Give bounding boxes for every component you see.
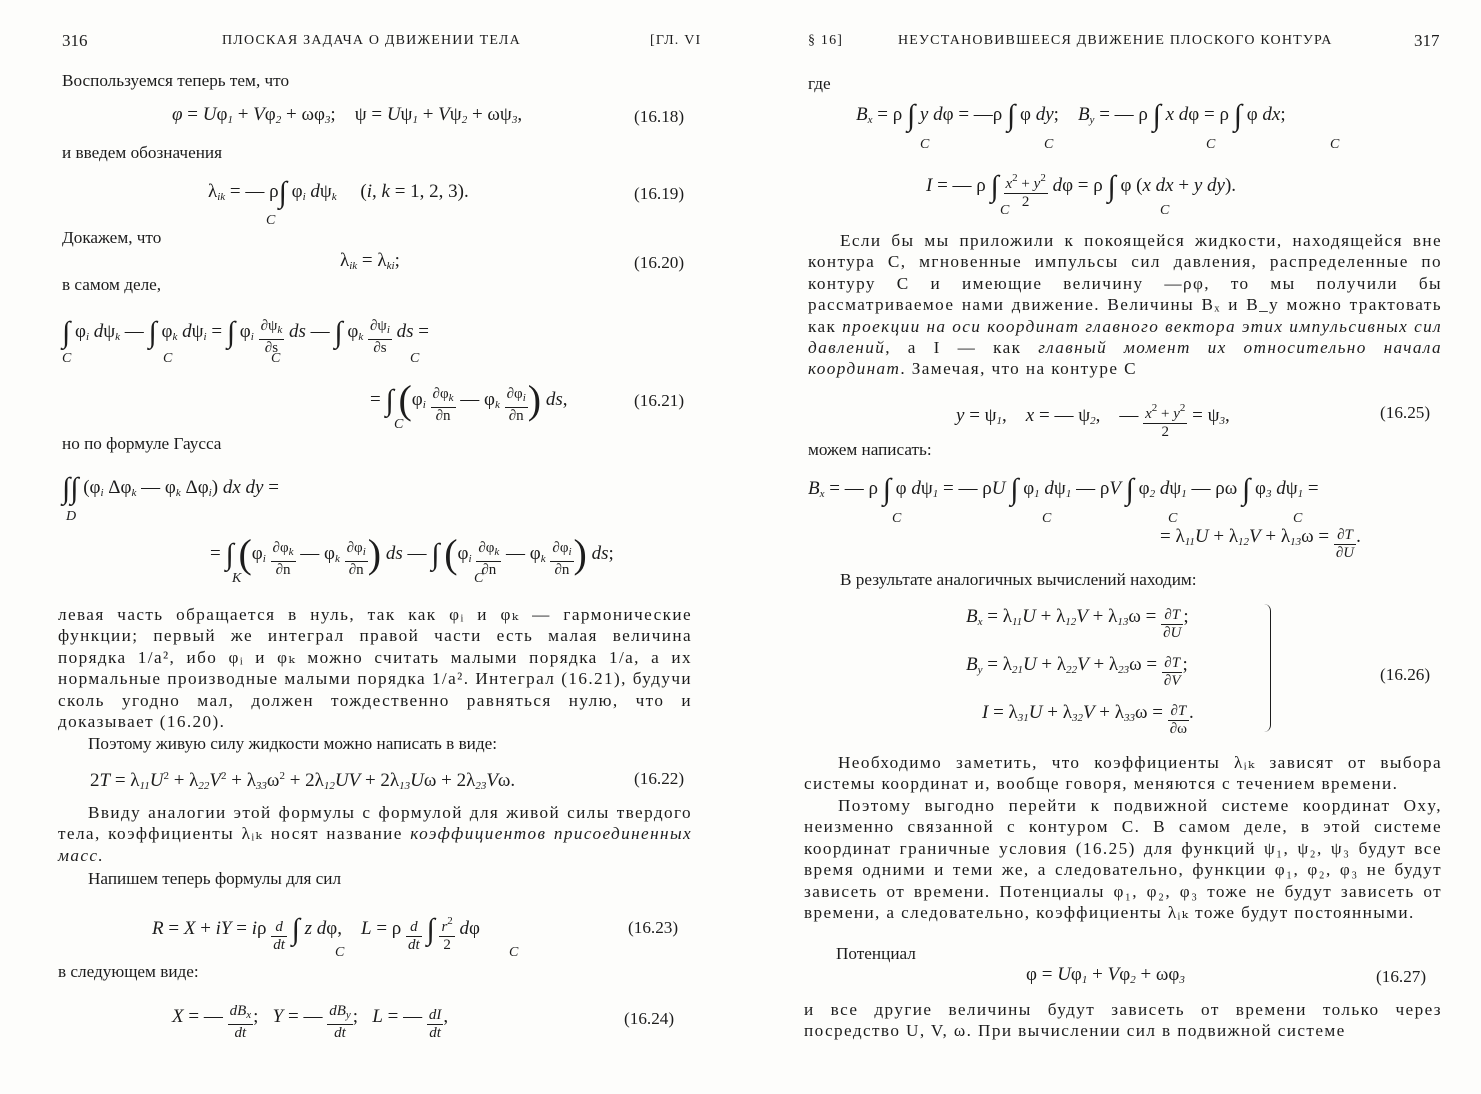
formula: R = X + iY = iρ $\frac{d}{dt}$ ∫ z dφ, L = ρ $\frac{d}{dt}$ ∫ $\frac{r^2}{2}$ dφ	[152, 913, 480, 953]
equation-number: (16.27)	[1376, 967, 1427, 986]
paragraph: В результате аналогичных вычислений находим:	[840, 570, 1197, 589]
right-brace	[1264, 604, 1271, 732]
paragraph: и все другие величины будут зависеть от времени только через посредство U, V, ω. При вычислении сил в подвижной системе	[804, 1000, 1442, 1041]
right-page-number: 317	[1414, 31, 1440, 50]
equation-number: (16.19)	[634, 184, 685, 203]
paragraph: левая часть обращается в нуль, так как φᵢ и φₖ — гармонические функции; первый же интеграл правой части есть малая величина порядка 1/a², ибо φᵢ и φₖ можно считать малыми порядка 1/a, а их нормальные производные малыми порядка 1/a². Интеграл (16.21), будучи сколь угодно мал, должен тождественно равняться нулю, что и доказывает (16.20).	[58, 605, 692, 732]
formula: I = — ρ ∫ $\frac{x^2 + y^2}{2}$ dφ = ρ ∫ φ (x dx + y dy).	[926, 170, 1237, 210]
left-running-title: ПЛОСКАЯ ЗАДАЧА О ДВИЖЕНИИ ТЕЛА	[222, 33, 521, 48]
paragraph: Воспользуемся теперь тем, что	[62, 71, 290, 90]
formula: $\lambda_{ik} = \lambda_{ki}$;	[340, 250, 400, 272]
paragraph: Потенциал	[836, 944, 916, 963]
paragraph: Поэтому живую силу жидкости можно написать в виде:	[88, 734, 498, 753]
formula: $y = \psi_1$, x = — $\psi_2$, — $\frac{x^2 + y^2}{2}$ = $\psi_3$,	[956, 402, 1230, 440]
formula: $2T = \lambda_{11}U^2 + \lambda_{22}V^2 + \lambda_{33}\omega^2 + 2\lambda_{12}UV + 2\lambda_{13}U\omega + 2\lambda_{23}V\omega$.	[90, 770, 516, 792]
left-page-number: 316	[62, 31, 88, 50]
formula: $\lambda_{ik}$ = — ρ∫ $\varphi_i$ $d\psi_k$ (i, k = 1, 2, 3).	[208, 176, 469, 209]
right-section-label: § 16]	[808, 33, 844, 48]
formula: = ∫ ($\varphi_i$ $\frac{\partial\varphi_k}{\partial n}$ — $\varphi_k$ $\frac{\partial\varphi_i}{\partial n}$ ) ds,	[370, 377, 568, 424]
equation-number: (16.24)	[624, 1009, 675, 1028]
paragraph: Поэтому выгодно перейти к подвижной системе координат Oxy, неизменно связанной с контуром C. В самом деле, в этой системе координат граничные условия (16.25) для функций ψ₁, ψ₂, ψ₃ будут все время одними и теми же, а следовательно, функции φ₁, φ₂, φ₃ не будут зависеть от времени. Потенциалы φ₁, φ₂, φ₃ тоже не будут зависеть от времени, а следовательно, коэффициенты λᵢₖ тоже будут постоянными.	[804, 796, 1442, 923]
formula: = $\lambda_{11}U + \lambda_{12}V + \lambda_{13}\omega$ = $\frac{\partial T}{\partial U}$ .	[1160, 526, 1361, 561]
equation-number: (16.20)	[634, 253, 685, 272]
formula: ∫∫ ($\varphi_i$ $\Delta\varphi_k$ — $\varphi_k$ $\Delta\varphi_i$) dx dy =	[62, 472, 279, 505]
formula: $\varphi = U\varphi_1 + V\varphi_2 + \omega\varphi_3$	[1026, 964, 1185, 986]
formula: $I = \lambda_{31}U + \lambda_{32}V + \lambda_{33}\omega$ = $\frac{\partial T}{\partial\omega}$ .	[982, 702, 1194, 737]
equation-number: (16.22)	[634, 769, 685, 788]
paragraph: Если бы мы приложили к покоящейся жидкости, находящейся вне контура C, мгновенные импульсы сил давления, распределенные по контуру C и имеющие величину —ρφ, то мы получили бы рассматриваемое нами движение. Величины Bₓ и B_y можно трактовать как проекции на оси координат главного вектора этих импульсивных сил давлений, а I — как главный момент их относительно начала координат. Замечая, что на контуре C	[808, 231, 1442, 379]
formula: $B_x = \rho$ ∫ y dφ = —ρ ∫ φ dy; $B_y$ = — ρ ∫ x dφ = ρ ∫ φ dx;	[856, 99, 1286, 132]
formula: $\varphi = U\varphi_1 + V\varphi_2 + \omega\varphi_3$; $\psi = U\psi_1 + V\psi_2 + \omega\psi_3$,	[172, 104, 523, 126]
paragraph: в самом деле,	[62, 275, 162, 294]
right-page: § 16] НЕУСТАНОВИВШЕЕСЯ ДВИЖЕНИЕ ПЛОСКОГО КОНТУРА 317 где $B_x = \rho$ ∫ y dφ = —ρ ∫ φ dy; $B_y$ = — ρ ∫ x dφ = ρ ∫ φ dx; C C C C I = — ρ ∫ $\frac{x^2 + y^2}{2}$ dφ = ρ ∫ φ (x dx + y dy). C C Если бы мы приложили к покоящейся жидкости, находящейся вне контура C, мгновенные импульсы сил давления, распределенные по контуру C и имеющие величину —ρφ, то мы получили бы рассматриваемое нами движение. Величины Bₓ и B_y можно трактовать как проекции на оси координат главного вектора этих импульсивных сил давлений, а I — как главный момент их относительно начала координат. Замечая, что на контуре C $y = \psi_1$, x = — $\psi_2$, — $\frac{x^2 + y^2}{2}$ = $\psi_3$, (16.25) можем написать: $B_x$ = — ρ ∫ φ $d\psi_1$ = — ρU ∫ $\varphi_1$ $d\psi_1$ — ρV ∫ $\varphi_2$ $d\psi_1$ — ρω ∫ $\varphi_3$ $d\psi_1$ = C C C C = $\lambda_{11}U + \lambda_{12}V + \lambda_{13}\omega$ = $\frac{\partial T}{\partial U}$ . В результате аналогичных вычислений находим: $B_x = \lambda_{11}U + \lambda_{12}V + \lambda_{13}\omega$ = $\frac{\partial T}{\partial U}$ ; $B_y = \lambda_{21}U + \lambda_{22}V + \lambda_{23}\omega$ = $\frac{\partial T}{\partial V}$ ; $I = \lambda_{31}U + \lambda_{32}V + \lambda_{33}\omega$ = $\frac{\partial T}{\partial\omega}$ . (16.26) Необходимо заметить, что коэффициенты λᵢₖ зависят от выбора системы координат и, вообще говоря, меняются с течением времени. Поэтому выгодно перейти к подвижной системе координат Oxy, неизменно связанной с контуром C. В самом деле, в этой системе координат граничные условия (16.25) для функций ψ₁, ψ₂, ψ₃ будут все время одними и теми же, а следовательно, функции φ₁, φ₂, φ₃ не будут зависеть от времени. Потенциалы φ₁, φ₂, φ₃ тоже не будут зависеть от времени, а следовательно, коэффициенты λᵢₖ тоже будут постоянными. Потенциал $\varphi = U\varphi_1 + V\varphi_2 + \omega\varphi_3$ (16.27) и все другие величины будут зависеть от времени только через посредство U, V, ω. При вычислении сил в подвижной системе	[804, 31, 1442, 1041]
paragraph: в следующем виде:	[58, 962, 199, 981]
paragraph: Необходимо заметить, что коэффициенты λᵢₖ зависят от выбора системы координат и, вообще говоря, меняются с течением времени.	[804, 753, 1442, 794]
paragraph: Докажем, что	[62, 228, 162, 247]
formula: $B_x$ = — ρ ∫ φ $d\psi_1$ = — ρU ∫ $\varphi_1$ $d\psi_1$ — ρV ∫ $\varphi_2$ $d\psi_1$ — ρω ∫ $\varphi_3$ $d\psi_1$ =	[808, 473, 1319, 506]
equation-number: (16.18)	[634, 107, 685, 126]
left-chapter-label: [ГЛ. VI	[650, 33, 702, 48]
paragraph: можем написать:	[808, 440, 932, 459]
equation-number: (16.23)	[628, 918, 679, 937]
formula: = ∫ ($\varphi_i$ $\frac{\partial\varphi_k}{\partial n}$ — $\varphi_k$ $\frac{\partial\varphi_i}{\partial n}$ ) ds — ∫ ($\varphi_i$ $\frac{\partial\varphi_k}{\partial n}$ — $\varphi_k$ $\frac{\partial\varphi_i}{\partial n}$ ) ds;	[210, 531, 614, 578]
paragraph: где	[808, 74, 831, 93]
formula: $B_y = \lambda_{21}U + \lambda_{22}V + \lambda_{23}\omega$ = $\frac{\partial T}{\partial V}$ ;	[966, 654, 1188, 689]
formula: X = — $dB_x$ dt ; Y = — $dB_y$ dt ; L = — $\frac{dI}{dt}$ ,	[172, 1003, 449, 1041]
paragraph: но по формуле Гаусса	[62, 434, 222, 453]
paragraph: Напишем теперь формулы для сил	[88, 869, 342, 888]
equation-number: (16.21)	[634, 391, 685, 410]
right-running-title: НЕУСТАНОВИВШЕЕСЯ ДВИЖЕНИЕ ПЛОСКОГО КОНТУРА	[898, 33, 1333, 48]
left-page: 316 ПЛОСКАЯ ЗАДАЧА О ДВИЖЕНИИ ТЕЛА [ГЛ. VI Воспользуемся теперь тем, что $\varphi = U\varphi_1 + V\varphi_2 + \omega\varphi_3$; $\psi = U\psi_1 + V\psi_2 + \omega\psi_3$, (16.18) и введем обозначения $\lambda_{ik}$ = — ρ∫ $\varphi_i$ $d\psi_k$ (i, k = 1, 2, 3). C (16.19) Докажем, что $\lambda_{ik} = \lambda_{ki}$; (16.20) в самом деле, ∫ $\varphi_i$ $d\psi_k$ — ∫ $\varphi_k$ $d\psi_i$ = ∫ $\varphi_i$ $\frac{\partial\psi_k}{\partial s}$ ds — ∫ $\varphi_k$ $\frac{\partial\psi_i}{\partial s}$ ds = C C C C = ∫ ($\varphi_i$ $\frac{\partial\varphi_k}{\partial n}$ — $\varphi_k$ $\frac{\partial\varphi_i}{\partial n}$ ) ds, C (16.21) но по формуле Гаусса ∫∫ ($\varphi_i$ $\Delta\varphi_k$ — $\varphi_k$ $\Delta\varphi_i$) dx dy = D = ∫ ($\varphi_i$ $\frac{\partial\varphi_k}{\partial n}$ — $\varphi_k$ $\frac{\partial\varphi_i}{\partial n}$ ) ds — ∫ ($\varphi_i$ $\frac{\partial\varphi_k}{\partial n}$ — $\varphi_k$ $\frac{\partial\varphi_i}{\partial n}$ ) ds; K C левая часть обращается в нуль, так как φᵢ и φₖ — гармонические функции; первый же интеграл правой части есть малая величина порядка 1/a², ибо φᵢ и φₖ можно считать малыми порядка 1/a, а их нормальные производные малыми порядка 1/a². Интеграл (16.21), будучи сколь угодно мал, должен тождественно равняться нулю, что и доказывает (16.20). Поэтому живую силу жидкости можно написать в виде: $2T = \lambda_{11}U^2 + \lambda_{22}V^2 + \lambda_{33}\omega^2 + 2\lambda_{12}UV + 2\lambda_{13}U\omega + 2\lambda_{23}V\omega$. (16.22) Ввиду аналогии этой формулы с формулой для живой силы твердого тела, коэффициенты λᵢₖ носят название коэффициентов присоединенных масс. Напишем теперь формулы для сил R = X + iY = iρ $\frac{d}{dt}$ ∫ z dφ, L = ρ $\frac{d}{dt}$ ∫ $\frac{r^2}{2}$ dφ C C (16.23) в следующем виде: X = — $dB_x$ dt ; Y = — $dB_y$ dt ; L = — $\frac{dI}{dt}$ , (16.24)	[58, 31, 702, 1041]
equation-number: (16.26)	[1380, 665, 1431, 684]
formula: $B_x = \lambda_{11}U + \lambda_{12}V + \lambda_{13}\omega$ = $\frac{\partial T}{\partial U}$ ;	[966, 606, 1189, 641]
formula: ∫ $\varphi_i$ $d\psi_k$ — ∫ $\varphi_k$ $d\psi_i$ = ∫ $\varphi_i$ $\frac{\partial\psi_k}{\partial s}$ ds — ∫ $\varphi_k$ $\frac{\partial\psi_i}{\partial s}$ ds =	[62, 316, 429, 356]
paragraph: Ввиду аналогии этой формулы с формулой для живой силы твердого тела, коэффициенты λᵢₖ носят название коэффициентов присоединенных масс.	[58, 803, 693, 865]
equation-number: (16.25)	[1380, 403, 1431, 422]
paragraph: и введем обозначения	[62, 143, 223, 162]
